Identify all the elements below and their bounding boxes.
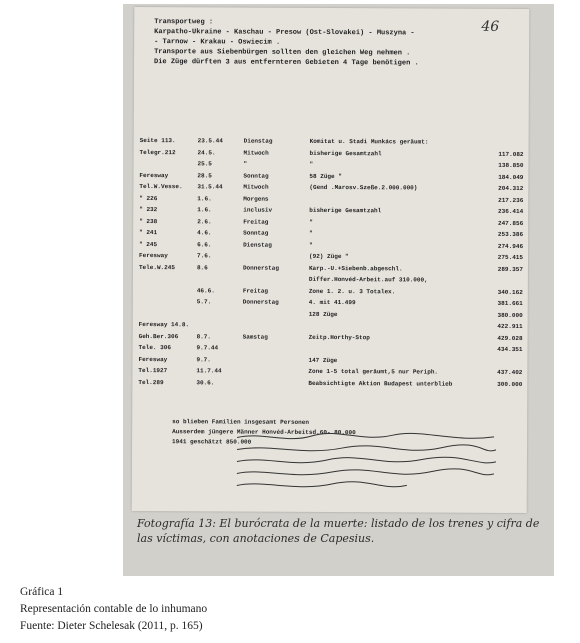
row-note: Beabsichtigte Aktion Budapest unterblieb	[308, 379, 453, 388]
row-day: "	[243, 160, 248, 168]
row-note: Differ.Honvéd-Arbeit.auf 310.000,	[308, 275, 428, 284]
header-line: Karpatho-Ukraine - Kaschau - Presow (Ost-Slovakei) - Muszyna -	[154, 28, 415, 38]
row-day: Mitwoch	[243, 183, 269, 191]
row-note: "	[309, 218, 313, 226]
row-note: Komitat u. Stadi Munkács geräumt:	[309, 137, 429, 146]
row-ref: " 238	[139, 217, 158, 225]
row-date: 2.6.	[197, 217, 212, 225]
figure-subtitle: Representación contable de lo inhumano	[20, 603, 208, 615]
footer-line: 1941 geschätzt 850.000	[172, 438, 252, 446]
figure-title: Gráfica 1	[20, 586, 64, 598]
row-ref: Tel.1927	[138, 366, 168, 375]
header-line: Transportweg :	[154, 18, 214, 27]
row-ref: Tel.289	[138, 378, 164, 386]
row-note	[309, 193, 469, 194]
header-line: Transporte aus Siebenbürgen sollten den gleichen Weg nehmen .	[154, 48, 411, 58]
row-ref: Feresway 14.8.	[138, 320, 189, 329]
row-date: 24.5.	[197, 148, 216, 156]
footer-line: so blieben Familien insgesamt Personen	[172, 418, 309, 426]
row-total: 422.911	[497, 322, 523, 331]
row-ref: " 245	[139, 240, 158, 248]
row-ref: Tele. 306	[138, 343, 171, 352]
row-day: Sonntag	[243, 229, 269, 237]
row-ref: Feresway	[139, 251, 168, 260]
row-date: 1.6.	[197, 206, 212, 214]
row-day: Dienstag	[243, 137, 273, 145]
train-list-table	[138, 135, 525, 390]
row-total: 289.357	[497, 265, 523, 273]
row-note: "	[309, 241, 313, 249]
row-total: 117.082	[498, 150, 524, 158]
handwritten-page-number: 46	[481, 18, 500, 35]
row-total: 434.351	[497, 345, 523, 354]
row-note: 58 Züge "	[309, 172, 342, 180]
row-date: 25.5	[197, 160, 212, 168]
row-note: "	[309, 160, 314, 168]
row-note: Zone 1. 2. u. 3 Totalex.	[308, 287, 396, 295]
row-date: 6.6.	[197, 240, 212, 248]
transport-header	[154, 17, 494, 69]
row-total: 381.661	[497, 299, 523, 308]
figure-legend	[20, 584, 207, 635]
row-date: 30.6.	[196, 378, 215, 386]
row-total: 274.946	[497, 242, 524, 250]
row-ref: " 226	[139, 194, 158, 202]
row-date: 4.6.	[197, 229, 212, 237]
row-note: Zone 1-5 total geräumt,5 nur Periph.	[308, 367, 439, 376]
row-total: 275.415	[497, 253, 524, 262]
row-date: 7.6.	[197, 252, 212, 260]
row-ref: Feresway	[139, 171, 169, 179]
row-note	[309, 343, 469, 344]
row-total: 253.386	[497, 230, 524, 239]
row-total: 247.856	[497, 219, 524, 227]
row-day: inclusiv	[243, 206, 273, 214]
row-note: 147 Züge	[308, 356, 338, 364]
handwritten-annotations	[232, 429, 502, 506]
row-date: 9.7.44	[196, 344, 219, 352]
row-date: 28.5	[197, 171, 212, 179]
row-ref: Feresway	[138, 355, 168, 363]
row-total: 217.236	[498, 196, 524, 204]
row-ref: " 241	[139, 228, 158, 237]
row-day: Samstag	[242, 333, 268, 341]
row-date: 1.6.	[197, 194, 212, 202]
row-note: 4. mit 41.499	[308, 298, 356, 307]
row-ref: Seite 113.	[139, 136, 176, 145]
row-ref: Geh.Ber.306	[138, 332, 179, 340]
row-note: bisherige Gesamtzahl	[309, 206, 382, 215]
handwriting-scribble	[232, 429, 502, 502]
figure-source: Fuente: Dieter Schelesak (2011, p. 165)	[20, 620, 203, 632]
row-day: Sonntag	[243, 172, 269, 180]
row-note: 128 Züge	[308, 310, 338, 318]
row-date: 5.7.	[196, 298, 212, 306]
row-ref: Tele.W.245	[138, 263, 175, 271]
row-total: 236.414	[498, 207, 524, 216]
row-total: 300.000	[497, 380, 523, 388]
row-total: 204.312	[498, 184, 524, 193]
row-note: (92) Züge "	[309, 252, 349, 261]
row-day: Dienstag	[243, 241, 272, 249]
row-note	[309, 320, 469, 321]
header-line: - Tarnow - Krakau - Oswiecim .	[154, 38, 281, 47]
row-total: 429.028	[497, 334, 523, 342]
row-total: 138.850	[498, 161, 524, 170]
row-date: 31.5.44	[197, 183, 223, 191]
row-date: 8.7.	[196, 332, 212, 340]
row-date: 46.6.	[196, 286, 215, 294]
document-photo	[123, 4, 554, 576]
row-total: 380.000	[497, 311, 523, 319]
row-note: bisherige Gesamtzahl	[309, 149, 382, 157]
row-day: Morgens	[243, 195, 269, 203]
header-line: Die Züge dürften 3 aus entfernteren Gebieten 4 Tage benötigen .	[154, 58, 419, 68]
row-note: "	[309, 229, 313, 237]
row-total: 184.049	[498, 173, 524, 181]
row-total: 437.402	[497, 368, 523, 377]
row-date: 8.6	[196, 263, 208, 271]
row-note: Zeitp.Horthy-Stop	[308, 333, 370, 341]
row-day: Donnerstag	[242, 264, 279, 272]
row-ref: Tel.W.Vesse.	[139, 182, 183, 191]
footer-line: Ausserdem jüngere Männer Honvéd-Arbeitsd.60- 80.000	[172, 428, 356, 437]
photo-caption: Fotografía 13: El burócrata de la muerte: listado de los trenes y cifra de las víctimas, con anotaciones de Capesius.	[137, 517, 540, 545]
row-total: 340.162	[497, 288, 523, 296]
row-date: 23.5.44	[197, 137, 223, 145]
row-day: Mitwoch	[243, 149, 269, 157]
row-date: 11.7.44	[196, 367, 222, 375]
typed-page	[132, 7, 530, 513]
row-ref: " 232	[139, 205, 158, 214]
row-note: (Gend .Marosv.Szeße.2.000.000)	[309, 183, 418, 192]
row-date: 9.7.	[196, 355, 211, 363]
row-day: Freitag	[242, 287, 269, 295]
row-day: Donnerstag	[242, 298, 279, 306]
row-note: Karp.-U.+Siebenb.abgeschl.	[308, 264, 403, 272]
row-ref: Telegr.212	[139, 148, 176, 156]
table-row	[138, 376, 524, 390]
row-day: Freitag	[243, 218, 269, 226]
